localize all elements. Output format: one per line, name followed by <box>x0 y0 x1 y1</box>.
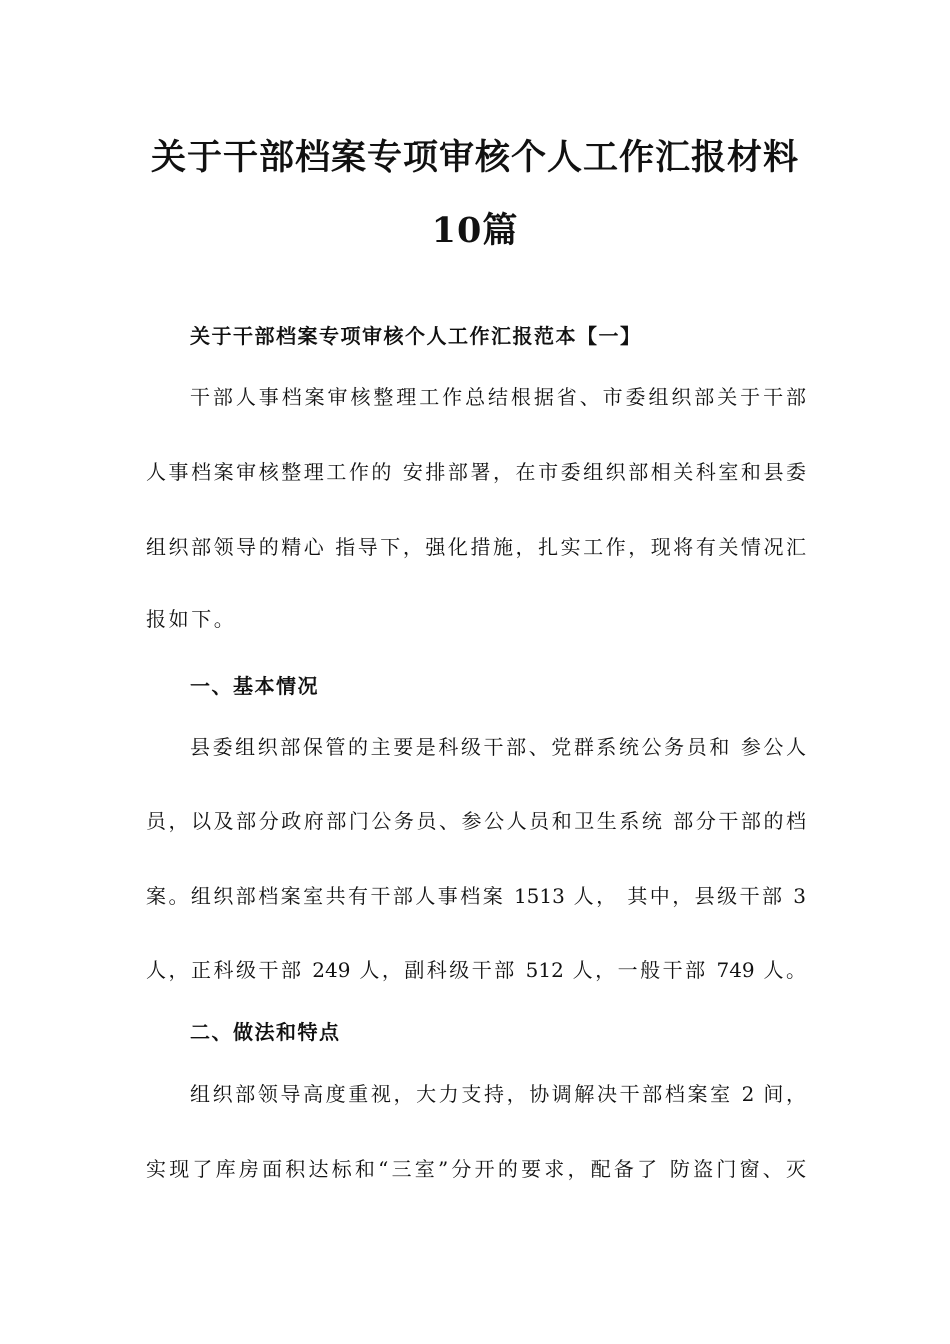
paragraph-1-line-2: 人事档案审核整理工作的 安排部署，在市委组织部相关科室和县委 <box>146 460 806 484</box>
paragraph-2-line-1: 县委组织部保管的主要是科级干部、党群系统公务员和 参公人 <box>190 735 806 759</box>
document-title-line-1: 关于干部档案专项审核个人工作汇报材料 <box>150 137 799 178</box>
paragraph-1-line-3: 组织部领导的精心 指导下，强化措施，扎实工作，现将有关情况汇 <box>146 535 806 559</box>
paragraph-2-line-4: 人，正科级干部 249 人，副科级干部 512 人，一般干部 749 人。 <box>146 958 806 982</box>
section-title: 关于干部档案专项审核个人工作汇报范本【一】 <box>190 324 642 348</box>
heading-basic-situation: 一、基本情况 <box>190 674 319 698</box>
paragraph-3-line-2: 实现了库房面积达标和“三室”分开的要求，配备了 防盗门窗、灭 <box>146 1157 806 1181</box>
paragraph-3-line-1: 组织部领导高度重视，大力支持，协调解决干部档案室 2 间， <box>190 1082 806 1106</box>
paragraph-1-line-1: 干部人事档案审核整理工作总结根据省、市委组织部关于干部 <box>190 385 806 409</box>
document-title-line-2: 10篇 <box>431 210 519 251</box>
heading-methods-features: 二、做法和特点 <box>190 1020 341 1044</box>
paragraph-1-line-4: 报如下。 <box>146 607 237 631</box>
paragraph-2-line-3: 案。组织部档案室共有干部人事档案 1513 人， 其中，县级干部 3 <box>146 884 806 908</box>
paragraph-2-line-2: 员，以及部分政府部门公务员、参公人员和卫生系统 部分干部的档 <box>146 809 806 833</box>
